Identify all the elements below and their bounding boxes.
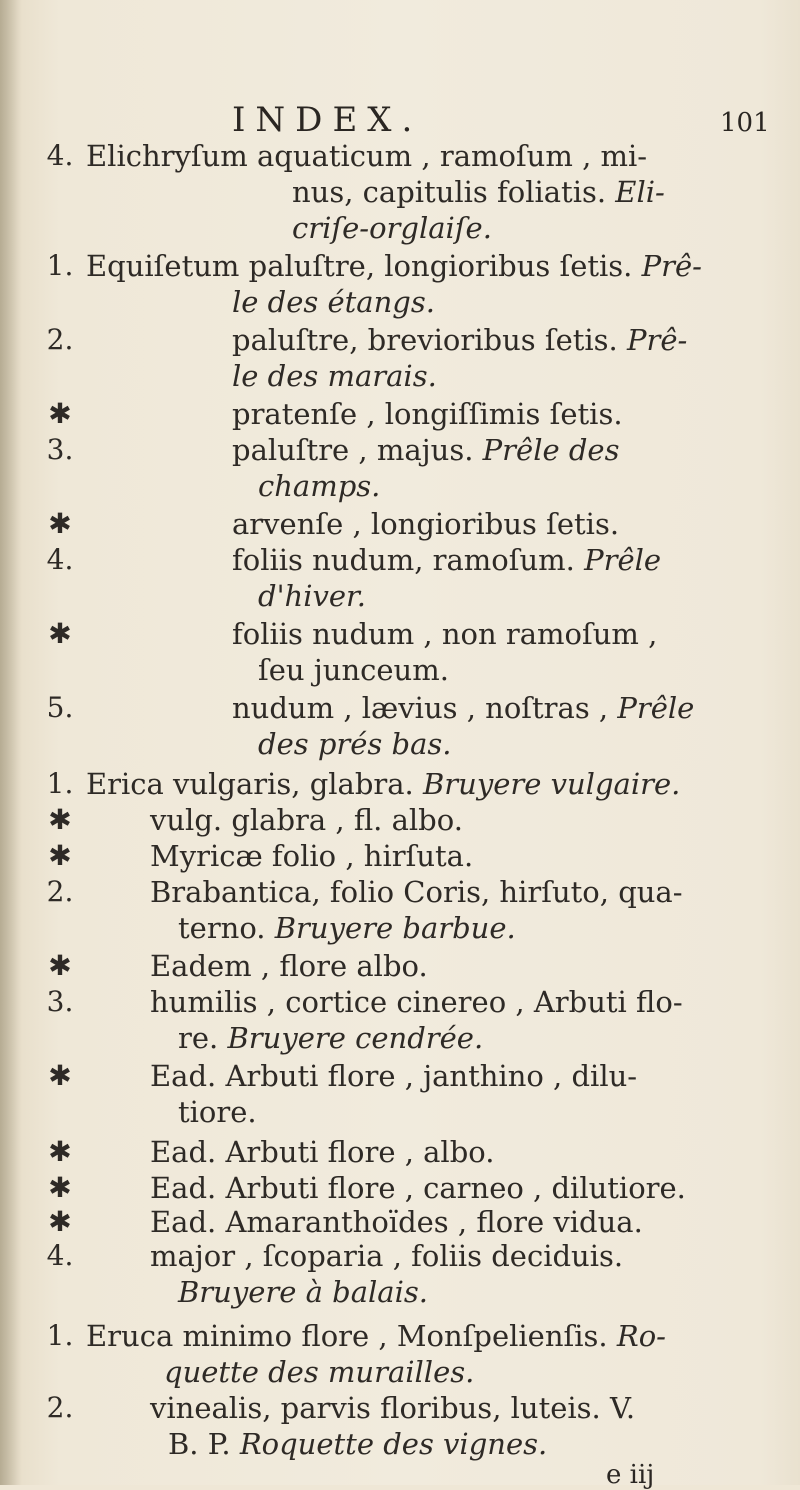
entry-main: Erica vulgaris, glabra.: [86, 767, 414, 801]
entry-cont-italic: Eli-: [606, 175, 665, 209]
entry-text: Ead. Arbuti flore , janthino , dilu-: [150, 1059, 638, 1093]
entry-text: Ead. Arbuti flore , albo.: [150, 1135, 495, 1169]
entry-continuation: [292, 174, 665, 210]
entry-continuation: [178, 910, 516, 946]
entry-main-italic: Prê-: [632, 249, 702, 283]
entry-marker: ✱: [48, 617, 72, 650]
entry-main: Eruca minimo flore , Monſpelienſis.: [86, 1319, 608, 1353]
entry-text: [86, 138, 647, 174]
entry-continuation-2: criſe-orglaiſe.: [292, 211, 492, 245]
entry-marker: 2.: [46, 323, 74, 356]
entry-marker: ✱: [48, 949, 72, 982]
entry-main: nudum , lævius , noſtras ,: [232, 691, 609, 725]
entry-text: Myricæ folio , hirſuta.: [150, 839, 474, 873]
entry-text: [86, 1318, 666, 1354]
entry-continuation: le des marais.: [232, 359, 437, 393]
entry-marker: 3.: [46, 985, 74, 1018]
entry-text: arvenſe , longioribus ſetis.: [232, 507, 620, 541]
entry-main: Elichryſum aquaticum , ramoſum , mi-: [86, 139, 648, 173]
entry-text: [232, 690, 694, 726]
page-title: INDEX.: [232, 100, 423, 140]
entry-text: Brabantica, folio Coris, hirſuto, qua-: [150, 875, 683, 909]
entry-marker: 5.: [46, 691, 74, 724]
entry-text: [232, 322, 687, 358]
entry-text: humilis , cortice cinereo , Arbuti flo-: [150, 985, 683, 1019]
entry-marker: ✱: [48, 397, 72, 430]
entry-main-italic: Ro-: [607, 1319, 666, 1353]
entry-text: [232, 542, 661, 578]
entry-marker: ✱: [48, 839, 72, 872]
entry-text: vinealis, parvis floribus, luteis. V.: [150, 1391, 636, 1425]
entry-marker: ✱: [48, 803, 72, 836]
entry-continuation: d'hiver.: [258, 579, 366, 613]
entry-marker: 1.: [46, 1319, 74, 1352]
entry-continuation: Bruyere à balais.: [178, 1275, 428, 1309]
entry-marker: 1.: [46, 249, 74, 282]
entry-marker: ✱: [48, 1059, 72, 1092]
signature-mark: e iij: [606, 1460, 655, 1490]
entry-main-italic: Prêle des: [473, 433, 620, 467]
entry-marker: 2.: [46, 1391, 74, 1424]
entry-marker: ✱: [48, 1205, 72, 1238]
entry-marker: 4.: [46, 1239, 74, 1272]
entry-continuation: [178, 1020, 483, 1056]
entry-marker: 3.: [46, 433, 74, 466]
entry-main: paluſtre, brevioribus ſetis.: [232, 323, 618, 357]
entry-cont: re.: [178, 1021, 219, 1055]
entry-continuation: le des étangs.: [232, 285, 435, 319]
entry-text: [86, 766, 680, 802]
entry-main-italic: Prêle: [608, 691, 695, 725]
entry-cont: nus, capitulis foliatis.: [292, 175, 607, 209]
entry-marker: ✱: [48, 1171, 72, 1204]
entry-continuation: quette des murailles.: [164, 1355, 475, 1389]
page-number: 101: [720, 108, 770, 138]
entry-marker: ✱: [48, 507, 72, 540]
entry-continuation: ſeu junceum.: [258, 653, 449, 687]
entry-continuation: [168, 1426, 547, 1462]
entry-text: major , ſcoparia , foliis deciduis.: [150, 1239, 624, 1273]
entry-text: vulg. glabra , fl. albo.: [150, 803, 463, 837]
entry-continuation: tiore.: [178, 1095, 257, 1129]
entry-marker: 4.: [46, 543, 74, 576]
entry-text: Ead. Amaranthoïdes , flore vidua.: [150, 1205, 643, 1239]
entry-main-italic: Bruyere vulgaire.: [413, 767, 681, 801]
entry-text: Eadem , flore albo.: [150, 949, 428, 983]
entry-cont: terno.: [178, 911, 266, 945]
entry-main-italic: Prê-: [617, 323, 688, 357]
entry-cont-italic: Bruyere cendrée.: [218, 1021, 484, 1055]
entry-text: [86, 248, 702, 284]
entry-text: pratenſe , longiſſimis ſetis.: [232, 397, 623, 431]
entry-text: [232, 432, 619, 468]
entry-text: foliis nudum , non ramoſum ,: [232, 617, 658, 651]
entry-continuation: des prés bas.: [258, 727, 452, 761]
page-header: [0, 96, 800, 140]
entry-cont: B. P.: [168, 1427, 231, 1461]
entry-main: paluſtre , majus.: [232, 433, 474, 467]
entry-marker: ✱: [48, 1135, 72, 1168]
entry-cont-italic: Roquette des vignes.: [230, 1427, 548, 1461]
entry-main: foliis nudum, ramoſum.: [232, 543, 575, 577]
entry-marker: 1.: [46, 767, 74, 800]
entry-marker: 2.: [46, 875, 74, 908]
gutter-shadow: [0, 0, 22, 1485]
entry-continuation: champs.: [258, 469, 381, 503]
entry-marker: 4.: [46, 139, 74, 172]
entry-cont-italic: Bruyere barbue.: [265, 911, 516, 945]
entry-text: Ead. Arbuti flore , carneo , dilutiore.: [150, 1171, 686, 1205]
entry-main: Equiſetum paluſtre, longioribus ſetis.: [86, 249, 633, 283]
entry-main-italic: Prêle: [574, 543, 662, 577]
